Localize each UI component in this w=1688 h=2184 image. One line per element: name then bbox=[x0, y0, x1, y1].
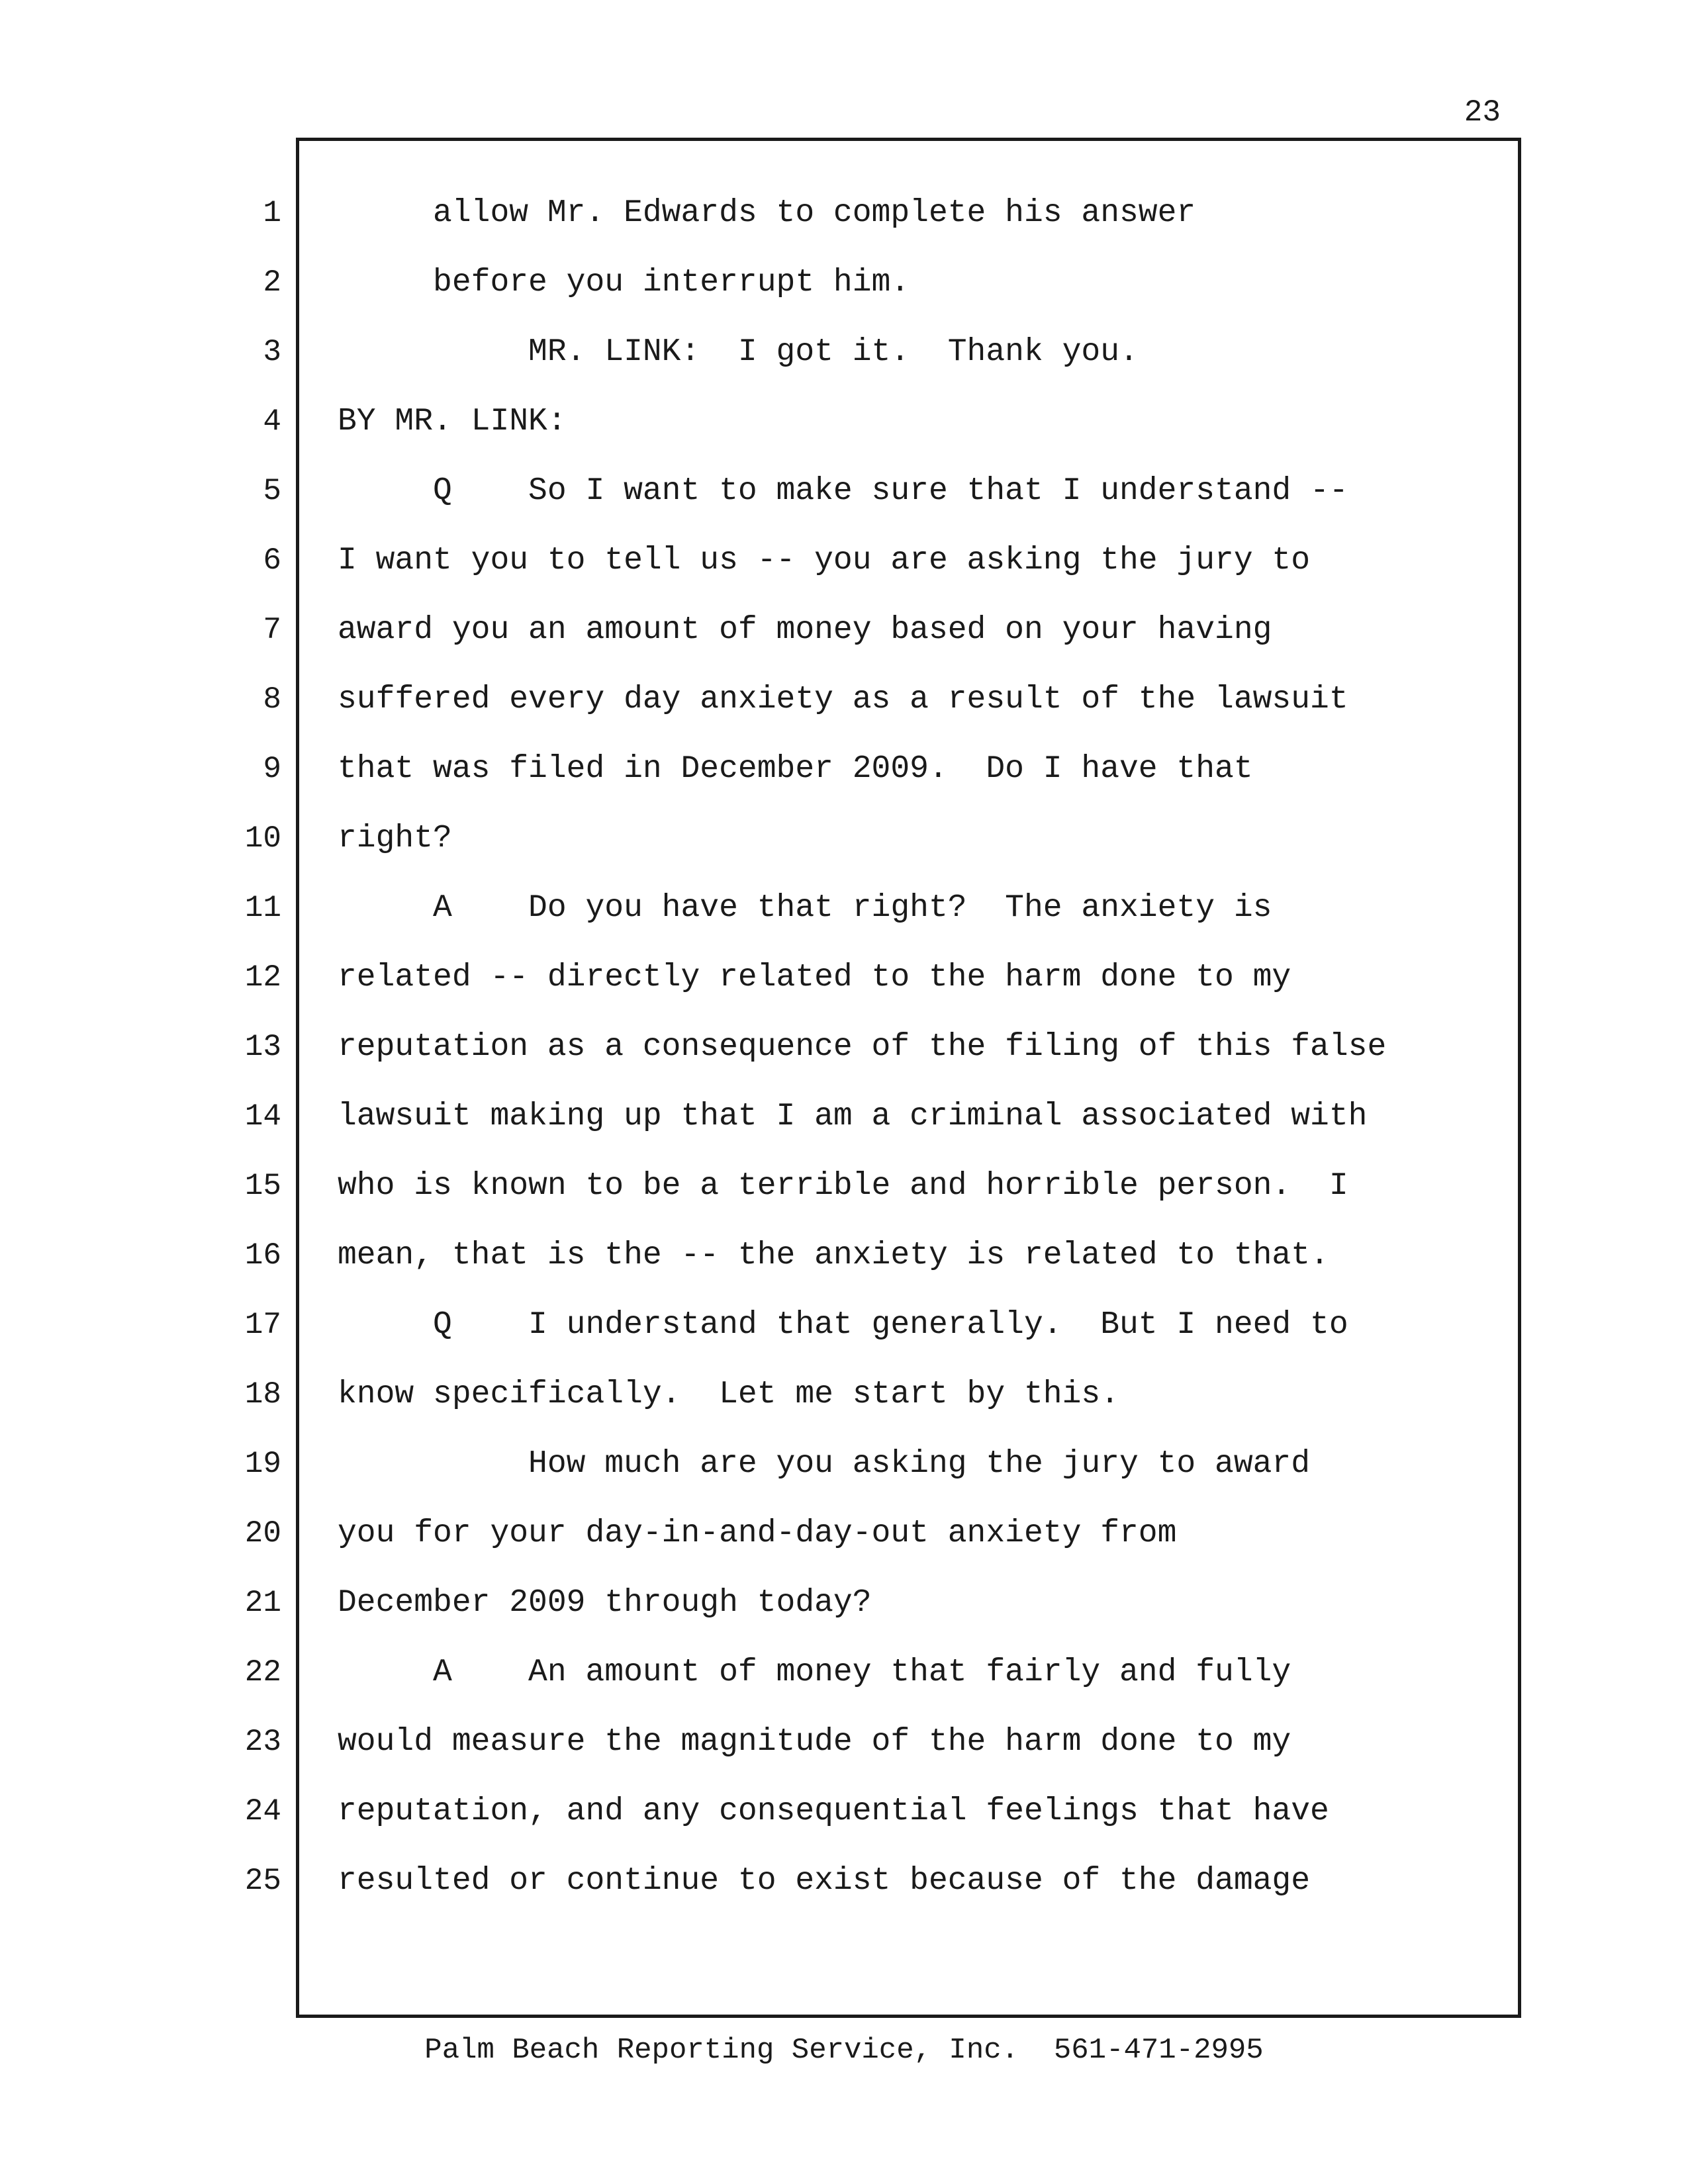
transcript-line: resulted or continue to exist because of the damage bbox=[338, 1863, 1311, 1899]
line-number: 4 bbox=[263, 404, 281, 439]
transcript-line: How much are you asking the jury to award bbox=[338, 1446, 1311, 1482]
line-number: 2 bbox=[263, 265, 281, 300]
line-number: 18 bbox=[244, 1377, 281, 1412]
line-number: 10 bbox=[244, 821, 281, 856]
line-number: 15 bbox=[244, 1169, 281, 1203]
line-number: 19 bbox=[244, 1447, 281, 1481]
line-number: 3 bbox=[263, 335, 281, 369]
line-number: 1 bbox=[263, 196, 281, 230]
transcript-line: who is known to be a terrible and horrible person. I bbox=[338, 1168, 1348, 1204]
page-number: 23 bbox=[1464, 95, 1501, 130]
line-number: 13 bbox=[244, 1030, 281, 1064]
transcript-line: related -- directly related to the harm done to my bbox=[338, 960, 1291, 995]
line-number: 8 bbox=[263, 682, 281, 717]
line-number-column bbox=[225, 192, 281, 1929]
transcript-line: would measure the magnitude of the harm done to my bbox=[338, 1724, 1291, 1760]
line-number: 22 bbox=[244, 1655, 281, 1690]
transcript-line: suffered every day anxiety as a result of the lawsuit bbox=[338, 682, 1348, 717]
line-number: 24 bbox=[244, 1794, 281, 1829]
line-number: 6 bbox=[263, 543, 281, 578]
transcript-line: reputation as a consequence of the filing of this false bbox=[338, 1029, 1387, 1065]
transcript-line: Q I understand that generally. But I need to bbox=[338, 1307, 1348, 1343]
line-number: 12 bbox=[244, 960, 281, 995]
line-number: 20 bbox=[244, 1516, 281, 1551]
transcript-line: right? bbox=[338, 821, 452, 856]
transcript-line: I want you to tell us -- you are asking the jury to bbox=[338, 543, 1311, 578]
line-number: 21 bbox=[244, 1586, 281, 1620]
transcript-line: reputation, and any consequential feelings that have bbox=[338, 1794, 1329, 1829]
transcript-line: mean, that is the -- the anxiety is related to that. bbox=[338, 1238, 1329, 1273]
line-number: 14 bbox=[244, 1099, 281, 1134]
line-number: 7 bbox=[263, 613, 281, 647]
reporter-footer: Palm Beach Reporting Service, Inc. 561-471-2995 bbox=[424, 2034, 1264, 2067]
transcript-line: before you interrupt him. bbox=[338, 265, 910, 300]
transcript-line: A An amount of money that fairly and fully bbox=[338, 1655, 1291, 1690]
transcript-line: you for your day-in-and-day-out anxiety from bbox=[338, 1516, 1177, 1551]
line-number: 11 bbox=[244, 891, 281, 925]
transcript-line: lawsuit making up that I am a criminal associated with bbox=[338, 1099, 1368, 1134]
line-number: 16 bbox=[244, 1238, 281, 1273]
line-number: 25 bbox=[244, 1864, 281, 1898]
line-number: 5 bbox=[263, 474, 281, 508]
line-number: 23 bbox=[244, 1725, 281, 1759]
transcript-line: award you an amount of money based on your having bbox=[338, 612, 1272, 648]
line-number: 17 bbox=[244, 1308, 281, 1342]
transcript-line: Q So I want to make sure that I understand -- bbox=[338, 473, 1348, 509]
transcript-line: December 2009 through today? bbox=[338, 1585, 872, 1621]
line-number: 9 bbox=[263, 752, 281, 786]
transcript-line: know specifically. Let me start by this. bbox=[338, 1377, 1119, 1412]
transcript-line: MR. LINK: I got it. Thank you. bbox=[338, 334, 1139, 370]
transcript-line: BY MR. LINK: bbox=[338, 404, 567, 439]
transcript-line: that was filed in December 2009. Do I have that bbox=[338, 751, 1253, 787]
transcript-line: allow Mr. Edwards to complete his answer bbox=[338, 195, 1196, 231]
transcript-text bbox=[338, 192, 1489, 1929]
transcript-line: A Do you have that right? The anxiety is bbox=[338, 890, 1272, 926]
